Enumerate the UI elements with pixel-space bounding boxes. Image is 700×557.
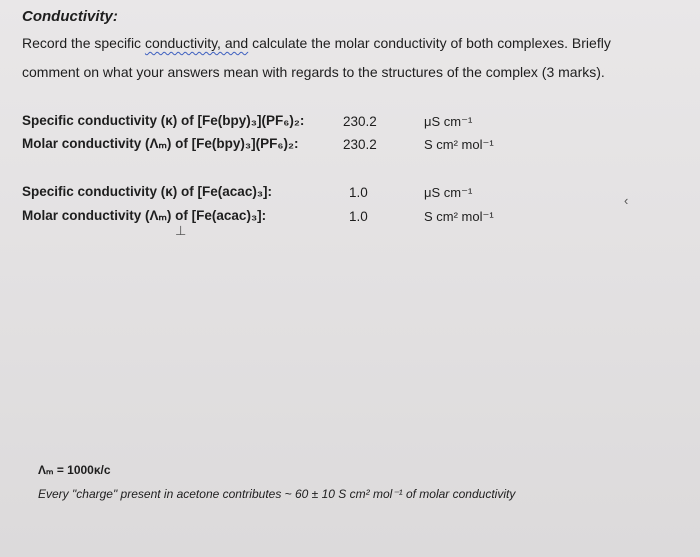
instructions-line-1 <box>22 35 611 51</box>
specific-conductivity-unit-1: μS cm⁻¹ <box>424 114 473 129</box>
instructions-highlighted-text: conductivity, and <box>144 35 249 51</box>
molar-conductivity-value-1: 230.2 <box>343 137 377 152</box>
section-heading: Conductivity: <box>22 8 118 25</box>
instructions-line-2: comment on what your answers mean with regards to the structures of the complex (3 marks). <box>22 64 605 80</box>
instructions-text-end: calculate the molar conductivity of both complexes. Briefly <box>248 35 611 51</box>
molar-conductivity-unit-2: S cm² mol⁻¹ <box>424 209 494 224</box>
specific-conductivity-label-2: Specific conductivity (κ) of [Fe(acac)₃]: <box>22 184 273 199</box>
molar-conductivity-label-1: Molar conductivity (Λₘ) of [Fe(bpy)₃](PF₆)₂: <box>22 136 299 151</box>
specific-conductivity-unit-2: μS cm⁻¹ <box>424 185 473 200</box>
specific-conductivity-value-2: 1.0 <box>349 185 368 200</box>
text-cursor-icon: ⊥ <box>175 223 187 238</box>
specific-conductivity-label-1: Specific conductivity (κ) of [Fe(bpy)₃](PF₆)₂: <box>22 113 305 128</box>
molar-conductivity-label-2: Molar conductivity (Λₘ) of [Fe(acac)₃]: <box>22 208 267 223</box>
molar-conductivity-unit-1: S cm² mol⁻¹ <box>424 137 494 152</box>
molar-conductivity-formula: Λₘ = 1000κ/c <box>38 463 111 477</box>
molar-conductivity-value-2: 1.0 <box>349 209 368 224</box>
instructions-text-start: Record the specific <box>22 35 145 51</box>
specific-conductivity-value-1: 230.2 <box>343 114 377 129</box>
mouse-cursor-icon: ‹ <box>624 193 629 208</box>
charge-contribution-note: Every "charge" present in acetone contributes ~ 60 ± 10 S cm² mol⁻¹ of molar conductivity <box>38 487 516 501</box>
